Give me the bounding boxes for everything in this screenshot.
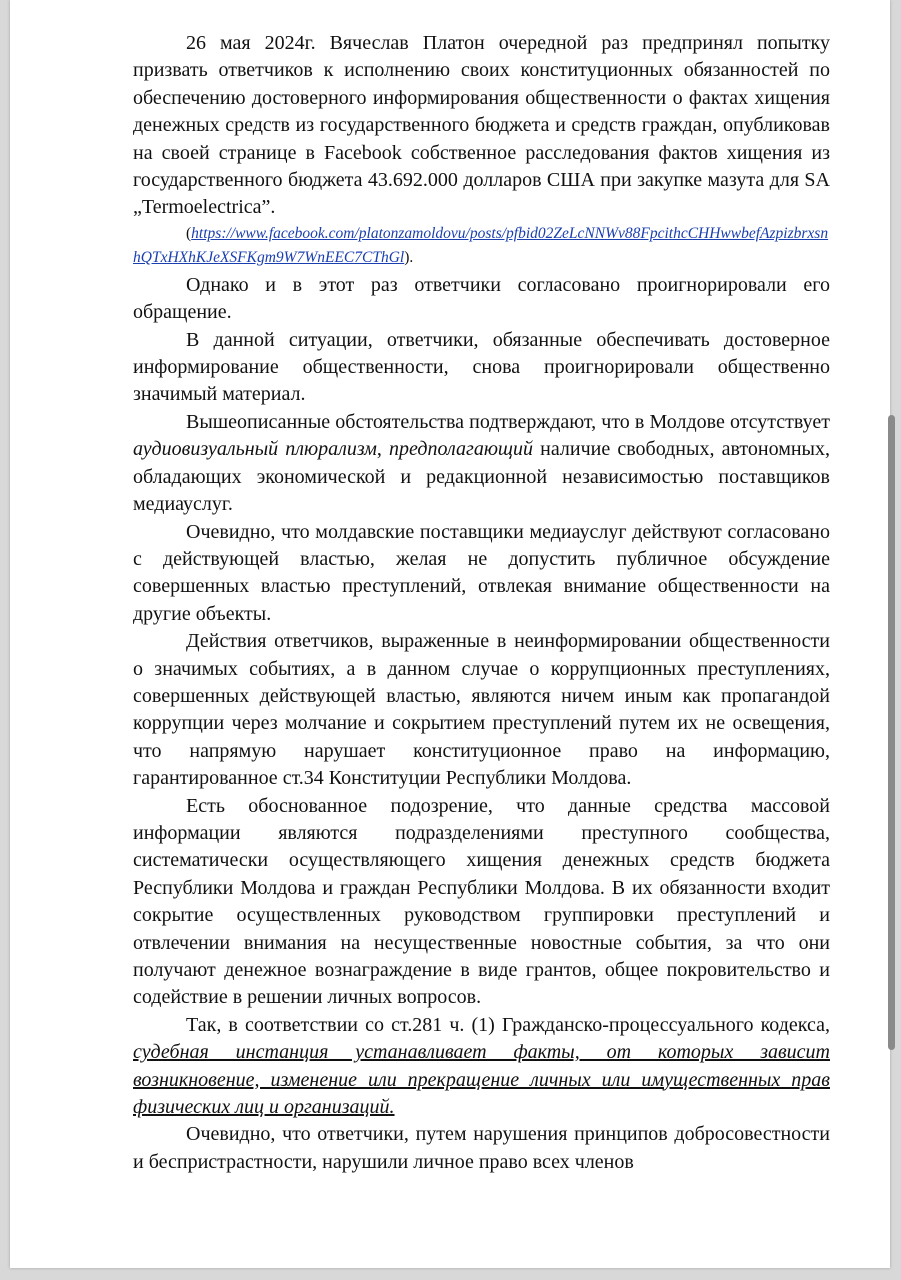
paragraph-ignored-again: Однако и в этот раз ответчики согласовано проигнорировали его обращение. (133, 273, 830, 324)
pluralism-italic-assuming: предполагающий (389, 438, 534, 461)
paragraph-media-providers: Очевидно, что молдавские поставщики медиауслуг действуют согласовано с действующей властью, желая не допустить публичное обсуждение совершенных властью преступлений, отвлекая внимание общественности на другие объекты. (133, 520, 830, 625)
pluralism-text-end: наличие свободных, автономных, обладающих экономической и редакционной независимостью поставщиков медиауслуг. (133, 438, 830, 516)
civil-code-quote: судебная инстанция устанавливает факты, от которых зависит возникновение, изменение или прекращение личных или имущественных прав физических лиц и организаций. (133, 1041, 830, 1119)
document-body (133, 30, 830, 1176)
pluralism-italic-term: аудиовизуальный плюрализм (133, 438, 377, 461)
link-close-paren: ). (404, 248, 414, 266)
paragraph-civil-code (133, 1012, 830, 1122)
pluralism-comma: , (376, 438, 390, 461)
link-open-paren: ( (186, 224, 192, 242)
vertical-scrollbar[interactable] (888, 415, 895, 1050)
pluralism-text-start: Вышеописанные обстоятельства подтверждают, что в Молдове отсутствует (186, 410, 830, 433)
paragraph-facebook-investigation: 26 мая 2024г. Вячеслав Платон очередной раз предпринял попытку призвать ответчиков к исполнению своих конституционных обязанностей по обеспечению достоверного информирования общественности о фактах хищения денежных средств из государственного бюджета и средств граждан, опубликовав на своей странице в Facebook собственное расследования фактов хищения из государственного бюджета 43.692.000 долларов США при закупке мазута для SA „Termoelectrica”. (133, 32, 830, 219)
paragraph-defendants-actions: Действия ответчиков, выраженные в неинформировании общественности о значимых событиях, а в данном случае о коррупционных преступлениях, совершенных действующей властью, являются ничем иным как пропагандой коррупции через молчание и сокрытием преступлений путем их не освещения, что напрямую нарушает конституционное право на информацию, гарантированное ст.34 Конституции Республики Молдова. (133, 630, 830, 790)
paragraph-violation: Очевидно, что ответчики, путем нарушения принципов добросовестности и беспристрастности, нарушили личное право всех членов (133, 1123, 830, 1173)
paragraph-link (133, 222, 830, 270)
document-page (10, 0, 890, 1268)
paragraph-situation: В данной ситуации, ответчики, обязанные обеспечивать достоверное информирование общественности, снова проигнорировали общественно значимый материал. (133, 328, 830, 406)
civil-code-text-start: Так, в соответствии со ст.281 ч. (1) Гражданско-процессуального кодекса, (186, 1013, 830, 1036)
facebook-post-link[interactable]: https://www.facebook.com/platonzamoldovu/posts/pfbid02ZeLcNNWv88FpcithcCHHwwbefAzpizbrxsnhQTxHXhKJeXSFKgm9W7WnEEC7CThGl (133, 224, 829, 266)
paragraph-suspicion: Есть обоснованное подозрение, что данные средства массовой информации являются подразделениями преступного сообщества, систематически осуществляющего хищения денежных средств бюджета Республики Молдова и граждан Республики Молдова. В их обязанности входит сокрытие осуществленных руководством группировки преступлений и отвлечении внимания на несущественные новостные события, за что они получают денежное вознаграждение в виде грантов, общее покровительство и содействие в решении личных вопросов. (133, 794, 830, 1009)
paragraph-pluralism (133, 409, 830, 519)
